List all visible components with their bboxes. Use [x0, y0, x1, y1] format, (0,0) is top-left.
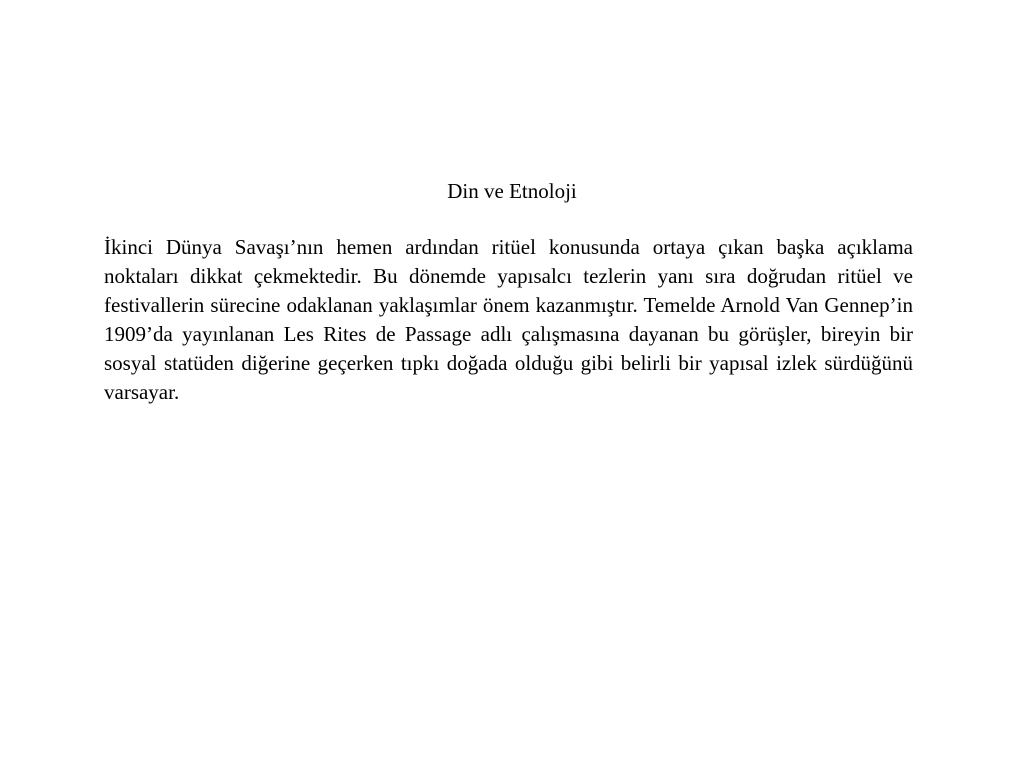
document-title: Din ve Etnoloji: [447, 179, 577, 203]
body-paragraph: İkinci Dünya Savaşı’nın hemen ardından ritüel konusunda ortaya çıkan başka açıklama noktaları dikkat çekmektedir. Bu dönemde yapısalcı tezlerin yanı sıra doğrudan ritüel ve festivallerin sürecine odaklanan yaklaşımlar önem kazanmıştır. Temelde Arnold Van Gennep’in 1909’da yayınlanan Les Rites de Passage adlı çalışmasına dayanan bu görüşler, bireyin bir sosyal statüden diğerine geçerken tıpkı doğada olduğu gibi belirli bir yapısal izlek sürdüğünü varsayar.: [104, 235, 913, 404]
